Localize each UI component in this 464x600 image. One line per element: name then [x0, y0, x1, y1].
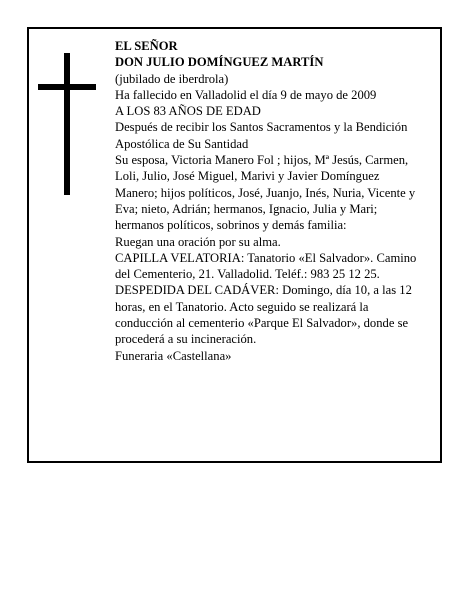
- prayer-request: Ruegan una oración por su alma.: [115, 234, 281, 249]
- farewell-info: DESPEDIDA DEL CADÁVER: Domingo, día 10, a las 12 horas, en el Tanatorio. Acto seguido se realizará la conducción al cementerio «Parque El Salvador», donde se procederá a su incineración.: [115, 283, 412, 347]
- sacraments-text: Después de recibir los Santos Sacramentos y la Bendición Apostólica de Su Santidad: [115, 120, 408, 151]
- funeral-home: Funeraria «Castellana»: [115, 348, 232, 363]
- chapel-info: CAPILLA VELATORIA: Tanatorio «El Salvador». Camino del Cementerio, 21. Valladolid. Teléf.: 983 25 12 25.: [115, 250, 417, 282]
- family-list: Su esposa, Victoria Manero Fol ; hijos, Mª Jesús, Carmen, Loli, Julio, José Miguel, Marivi y Javier Domínguez Manero; hijos políticos, José, Juanjo, Inés, Nuria, Vicente y Eva; nieto, Adrián; hermanos, Ignacio, Julia y Mari; hermanos políticos, sobrinos y demás familia:: [115, 153, 416, 233]
- cross-icon: [64, 53, 70, 195]
- deceased-occupation: (jubilado de iberdrola): [115, 71, 229, 86]
- obituary-title: EL SEÑOR: [115, 39, 178, 53]
- cross-icon-bar: [38, 84, 96, 90]
- obituary-text: [115, 38, 425, 364]
- death-info: Ha fallecido en Valladolid el día 9 de mayo de 2009: [115, 87, 377, 102]
- deceased-name: DON JULIO DOMÍNGUEZ MARTÍN: [115, 55, 324, 70]
- age-at-death: A LOS 83 AÑOS DE EDAD: [115, 104, 261, 119]
